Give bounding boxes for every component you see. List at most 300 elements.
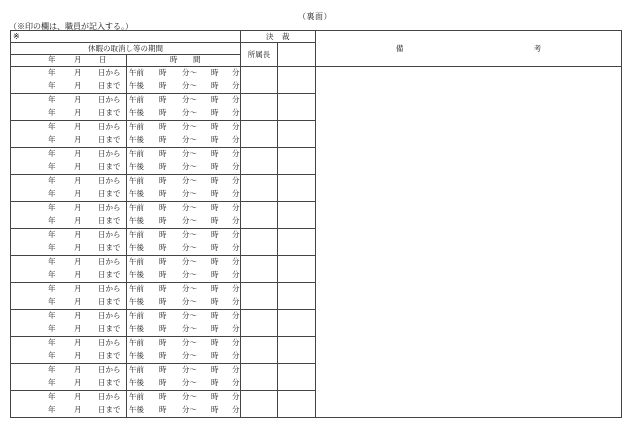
page-side-label: （裏面） bbox=[298, 12, 332, 21]
month-label: 月 bbox=[74, 324, 82, 333]
hour-label: 時 bbox=[159, 230, 167, 239]
hour-label: 時 bbox=[211, 189, 219, 198]
hour-label: 時 bbox=[159, 270, 167, 279]
time-pm-cell[interactable] bbox=[127, 134, 241, 148]
hour-label: 時 bbox=[211, 108, 219, 117]
hour-label: 時 bbox=[211, 149, 219, 158]
hour-label: 時 bbox=[211, 284, 219, 293]
am-label: 午前 bbox=[129, 203, 144, 212]
day-from-label: 日から bbox=[98, 68, 121, 77]
month-label: 月 bbox=[74, 176, 82, 185]
month-label: 月 bbox=[74, 122, 82, 131]
date-from-cell[interactable] bbox=[11, 337, 127, 351]
approval-cell[interactable] bbox=[278, 391, 316, 418]
day-to-label: 日まで bbox=[98, 162, 121, 171]
minute-label: 分 bbox=[232, 122, 240, 131]
minute-label: 分 bbox=[232, 230, 240, 239]
year-label: 年 bbox=[48, 297, 56, 306]
hour-label: 時 bbox=[159, 284, 167, 293]
time-am-cell[interactable] bbox=[127, 67, 241, 81]
approval-header: 決 裁 bbox=[241, 31, 316, 43]
hour-label: 時 bbox=[159, 162, 167, 171]
year-label: 年 bbox=[48, 122, 56, 131]
time-pm-cell[interactable] bbox=[127, 107, 241, 121]
month-label: 月 bbox=[74, 311, 82, 320]
date-from-cell[interactable] bbox=[11, 94, 127, 108]
hour-label: 時 bbox=[159, 203, 167, 212]
remarks-header bbox=[316, 31, 622, 67]
month-label: 月 bbox=[74, 68, 82, 77]
minute-label: 分 bbox=[232, 162, 240, 171]
pm-label: 午後 bbox=[129, 324, 144, 333]
minute-label: 分 bbox=[232, 68, 240, 77]
hour-label: 時 bbox=[211, 243, 219, 252]
hour-label: 時 bbox=[211, 378, 219, 387]
day-from-label: 日から bbox=[98, 95, 121, 104]
minute-label: 分 bbox=[232, 270, 240, 279]
chief-approval-cell[interactable] bbox=[241, 148, 278, 175]
table-row bbox=[11, 67, 622, 81]
hour-label: 時 bbox=[211, 203, 219, 212]
time-am-cell[interactable] bbox=[127, 229, 241, 243]
day-to-label: 日まで bbox=[98, 108, 121, 117]
date-from-cell[interactable] bbox=[11, 283, 127, 297]
time-am-cell[interactable] bbox=[127, 94, 241, 108]
year-label: 年 bbox=[48, 405, 56, 414]
hour-label: 時 bbox=[211, 176, 219, 185]
hour-label: 時 bbox=[159, 378, 167, 387]
period-title: 休暇の取消し等の期間 bbox=[11, 43, 241, 55]
month-label: 月 bbox=[74, 338, 82, 347]
approval-blank-header bbox=[278, 43, 316, 67]
hour-label: 時 bbox=[159, 122, 167, 131]
day-to-label: 日まで bbox=[98, 135, 121, 144]
time-pm-cell[interactable] bbox=[127, 323, 241, 337]
hour-label: 時 bbox=[211, 338, 219, 347]
hour-label: 時 bbox=[159, 392, 167, 401]
day-from-label: 日から bbox=[98, 365, 121, 374]
month-label: 月 bbox=[74, 405, 82, 414]
approval-cell[interactable] bbox=[278, 94, 316, 121]
approval-cell[interactable] bbox=[278, 229, 316, 256]
month-label: 月 bbox=[74, 270, 82, 279]
day-to-label: 日まで bbox=[98, 189, 121, 198]
year-label: 年 bbox=[48, 365, 56, 374]
chief-approval-cell[interactable] bbox=[241, 94, 278, 121]
pm-label: 午後 bbox=[129, 270, 144, 279]
month-label: 月 bbox=[74, 108, 82, 117]
year-label: 年 bbox=[48, 162, 56, 171]
time-pm-cell[interactable] bbox=[127, 350, 241, 364]
time-pm-cell[interactable] bbox=[127, 80, 241, 94]
time-am-cell[interactable] bbox=[127, 202, 241, 216]
am-label: 午前 bbox=[129, 230, 144, 239]
hour-label: 時 bbox=[211, 351, 219, 360]
approval-cell[interactable] bbox=[278, 148, 316, 175]
time-am-cell[interactable] bbox=[127, 310, 241, 324]
year-label: 年 bbox=[48, 135, 56, 144]
pm-label: 午後 bbox=[129, 81, 144, 90]
am-label: 午前 bbox=[129, 95, 144, 104]
time-am-cell[interactable] bbox=[127, 256, 241, 270]
chief-approval-cell[interactable] bbox=[241, 175, 278, 202]
month-label: 月 bbox=[74, 95, 82, 104]
approval-cell[interactable] bbox=[278, 256, 316, 283]
am-label: 午前 bbox=[129, 257, 144, 266]
date-to-cell[interactable] bbox=[11, 404, 127, 418]
chief-approval-cell[interactable] bbox=[241, 229, 278, 256]
time-pm-cell[interactable] bbox=[127, 404, 241, 418]
year-label: 年 bbox=[48, 68, 56, 77]
date-from-cell[interactable] bbox=[11, 310, 127, 324]
minute-tilde-label: 分～ bbox=[182, 338, 197, 347]
am-label: 午前 bbox=[129, 176, 144, 185]
hour-label: 時 bbox=[159, 365, 167, 374]
date-from-cell[interactable] bbox=[11, 256, 127, 270]
time-am-cell[interactable] bbox=[127, 121, 241, 135]
day-from-label: 日から bbox=[98, 338, 121, 347]
hour-label: 時 bbox=[159, 257, 167, 266]
date-header-month: 月 bbox=[74, 55, 82, 64]
day-to-label: 日まで bbox=[98, 297, 121, 306]
month-label: 月 bbox=[74, 189, 82, 198]
minute-tilde-label: 分～ bbox=[182, 243, 197, 252]
year-label: 年 bbox=[48, 216, 56, 225]
date-from-cell[interactable] bbox=[11, 202, 127, 216]
day-from-label: 日から bbox=[98, 230, 121, 239]
chief-approval-cell[interactable] bbox=[241, 310, 278, 337]
approval-cell[interactable] bbox=[278, 364, 316, 391]
month-label: 月 bbox=[74, 149, 82, 158]
hour-label: 時 bbox=[159, 311, 167, 320]
month-label: 月 bbox=[74, 284, 82, 293]
date-from-cell[interactable] bbox=[11, 148, 127, 162]
hour-label: 時 bbox=[211, 324, 219, 333]
minute-tilde-label: 分～ bbox=[182, 149, 197, 158]
date-to-cell[interactable] bbox=[11, 323, 127, 337]
time-pm-cell[interactable] bbox=[127, 215, 241, 229]
chief-approval-cell[interactable] bbox=[241, 256, 278, 283]
time-pm-cell[interactable] bbox=[127, 296, 241, 310]
minute-tilde-label: 分～ bbox=[182, 297, 197, 306]
year-label: 年 bbox=[48, 257, 56, 266]
minute-tilde-label: 分～ bbox=[182, 162, 197, 171]
month-label: 月 bbox=[74, 365, 82, 374]
year-label: 年 bbox=[48, 324, 56, 333]
date-from-cell[interactable] bbox=[11, 121, 127, 135]
hour-label: 時 bbox=[211, 95, 219, 104]
date-to-cell[interactable] bbox=[11, 80, 127, 94]
date-to-cell[interactable] bbox=[11, 188, 127, 202]
day-from-label: 日から bbox=[98, 176, 121, 185]
minute-label: 分 bbox=[232, 338, 240, 347]
day-to-label: 日まで bbox=[98, 378, 121, 387]
pm-label: 午後 bbox=[129, 135, 144, 144]
approval-cell[interactable] bbox=[278, 283, 316, 310]
pm-label: 午後 bbox=[129, 351, 144, 360]
approval-cell[interactable] bbox=[278, 310, 316, 337]
minute-tilde-label: 分～ bbox=[182, 365, 197, 374]
date-header-day: 日 bbox=[99, 55, 107, 64]
year-label: 年 bbox=[48, 149, 56, 158]
pm-label: 午後 bbox=[129, 162, 144, 171]
year-label: 年 bbox=[48, 243, 56, 252]
date-to-cell[interactable] bbox=[11, 296, 127, 310]
month-label: 月 bbox=[74, 135, 82, 144]
minute-label: 分 bbox=[232, 284, 240, 293]
minute-label: 分 bbox=[232, 392, 240, 401]
day-to-label: 日まで bbox=[98, 81, 121, 90]
minute-label: 分 bbox=[232, 257, 240, 266]
remarks-cell[interactable] bbox=[316, 67, 622, 418]
hour-label: 時 bbox=[211, 68, 219, 77]
month-label: 月 bbox=[74, 243, 82, 252]
month-label: 月 bbox=[74, 81, 82, 90]
minute-label: 分 bbox=[232, 108, 240, 117]
minute-tilde-label: 分～ bbox=[182, 378, 197, 387]
minute-tilde-label: 分～ bbox=[182, 108, 197, 117]
year-label: 年 bbox=[48, 311, 56, 320]
month-label: 月 bbox=[74, 297, 82, 306]
date-to-cell[interactable] bbox=[11, 215, 127, 229]
remarks-char-2: 考 bbox=[533, 43, 542, 53]
year-label: 年 bbox=[48, 108, 56, 117]
minute-tilde-label: 分～ bbox=[182, 216, 197, 225]
minute-label: 分 bbox=[232, 203, 240, 212]
hour-label: 時 bbox=[159, 81, 167, 90]
minute-label: 分 bbox=[232, 378, 240, 387]
year-label: 年 bbox=[48, 270, 56, 279]
month-label: 月 bbox=[74, 162, 82, 171]
hour-label: 時 bbox=[159, 176, 167, 185]
minute-label: 分 bbox=[232, 243, 240, 252]
year-label: 年 bbox=[48, 203, 56, 212]
time-pm-cell[interactable] bbox=[127, 377, 241, 391]
year-label: 年 bbox=[48, 351, 56, 360]
hour-label: 時 bbox=[211, 230, 219, 239]
am-label: 午前 bbox=[129, 365, 144, 374]
approval-cell[interactable] bbox=[278, 202, 316, 229]
hour-label: 時 bbox=[159, 135, 167, 144]
year-label: 年 bbox=[48, 95, 56, 104]
month-label: 月 bbox=[74, 257, 82, 266]
hour-label: 時 bbox=[159, 297, 167, 306]
minute-tilde-label: 分～ bbox=[182, 203, 197, 212]
minute-label: 分 bbox=[232, 216, 240, 225]
date-from-cell[interactable] bbox=[11, 391, 127, 405]
date-from-cell[interactable] bbox=[11, 67, 127, 81]
am-label: 午前 bbox=[129, 284, 144, 293]
pm-label: 午後 bbox=[129, 189, 144, 198]
minute-label: 分 bbox=[232, 351, 240, 360]
hour-label: 時 bbox=[211, 311, 219, 320]
minute-label: 分 bbox=[232, 365, 240, 374]
hour-label: 時 bbox=[211, 270, 219, 279]
year-label: 年 bbox=[48, 176, 56, 185]
pm-label: 午後 bbox=[129, 297, 144, 306]
year-label: 年 bbox=[48, 284, 56, 293]
day-from-label: 日から bbox=[98, 284, 121, 293]
time-pm-cell[interactable] bbox=[127, 242, 241, 256]
date-from-cell[interactable] bbox=[11, 364, 127, 378]
approval-cell[interactable] bbox=[278, 121, 316, 148]
am-label: 午前 bbox=[129, 338, 144, 347]
hour-label: 時 bbox=[159, 216, 167, 225]
minute-tilde-label: 分～ bbox=[182, 230, 197, 239]
hour-label: 時 bbox=[211, 162, 219, 171]
chief-header: 所属長 bbox=[241, 43, 278, 67]
minute-label: 分 bbox=[232, 297, 240, 306]
date-to-cell[interactable] bbox=[11, 134, 127, 148]
time-am-cell[interactable] bbox=[127, 337, 241, 351]
year-label: 年 bbox=[48, 81, 56, 90]
year-label: 年 bbox=[48, 392, 56, 401]
minute-tilde-label: 分～ bbox=[182, 257, 197, 266]
pm-label: 午後 bbox=[129, 216, 144, 225]
hour-label: 時 bbox=[159, 108, 167, 117]
hour-label: 時 bbox=[211, 365, 219, 374]
hour-label: 時 bbox=[211, 216, 219, 225]
approval-cell[interactable] bbox=[278, 175, 316, 202]
time-am-cell[interactable] bbox=[127, 148, 241, 162]
chief-approval-cell[interactable] bbox=[241, 391, 278, 418]
time-column-header bbox=[127, 55, 241, 67]
chief-approval-cell[interactable] bbox=[241, 67, 278, 94]
hour-label: 時 bbox=[159, 95, 167, 104]
time-pm-cell[interactable] bbox=[127, 269, 241, 283]
day-from-label: 日から bbox=[98, 311, 121, 320]
month-label: 月 bbox=[74, 351, 82, 360]
minute-tilde-label: 分～ bbox=[182, 351, 197, 360]
month-label: 月 bbox=[74, 230, 82, 239]
hour-label: 時 bbox=[211, 81, 219, 90]
minute-label: 分 bbox=[232, 149, 240, 158]
day-from-label: 日から bbox=[98, 203, 121, 212]
date-header-year: 年 bbox=[48, 55, 56, 64]
month-label: 月 bbox=[74, 203, 82, 212]
minute-label: 分 bbox=[232, 405, 240, 414]
month-label: 月 bbox=[74, 392, 82, 401]
am-label: 午前 bbox=[129, 311, 144, 320]
approval-cell[interactable] bbox=[278, 67, 316, 94]
chief-approval-cell[interactable] bbox=[241, 121, 278, 148]
hour-label: 時 bbox=[211, 405, 219, 414]
minute-tilde-label: 分～ bbox=[182, 68, 197, 77]
hour-label: 時 bbox=[159, 149, 167, 158]
minute-label: 分 bbox=[232, 135, 240, 144]
minute-label: 分 bbox=[232, 81, 240, 90]
year-label: 年 bbox=[48, 189, 56, 198]
month-label: 月 bbox=[74, 216, 82, 225]
chief-approval-cell[interactable] bbox=[241, 364, 278, 391]
day-from-label: 日から bbox=[98, 149, 121, 158]
am-label: 午前 bbox=[129, 68, 144, 77]
minute-label: 分 bbox=[232, 189, 240, 198]
minute-label: 分 bbox=[232, 311, 240, 320]
pm-label: 午後 bbox=[129, 243, 144, 252]
date-from-cell[interactable] bbox=[11, 229, 127, 243]
am-label: 午前 bbox=[129, 122, 144, 131]
date-to-cell[interactable] bbox=[11, 377, 127, 391]
date-to-cell[interactable] bbox=[11, 107, 127, 121]
am-label: 午前 bbox=[129, 149, 144, 158]
day-to-label: 日まで bbox=[98, 351, 121, 360]
time-pm-cell[interactable] bbox=[127, 188, 241, 202]
date-to-cell[interactable] bbox=[11, 350, 127, 364]
minute-label: 分 bbox=[232, 176, 240, 185]
chief-approval-cell[interactable] bbox=[241, 337, 278, 364]
minute-tilde-label: 分～ bbox=[182, 81, 197, 90]
minute-tilde-label: 分～ bbox=[182, 311, 197, 320]
day-to-label: 日まで bbox=[98, 324, 121, 333]
date-column-header bbox=[11, 55, 127, 67]
hour-label: 時 bbox=[211, 392, 219, 401]
minute-tilde-label: 分～ bbox=[182, 405, 197, 414]
day-from-label: 日から bbox=[98, 122, 121, 131]
chief-approval-cell[interactable] bbox=[241, 202, 278, 229]
hour-label: 時 bbox=[211, 297, 219, 306]
year-label: 年 bbox=[48, 378, 56, 387]
time-header-2: 間 bbox=[193, 55, 201, 64]
time-pm-cell[interactable] bbox=[127, 161, 241, 175]
hour-label: 時 bbox=[159, 405, 167, 414]
date-to-cell[interactable] bbox=[11, 242, 127, 256]
minute-tilde-label: 分～ bbox=[182, 176, 197, 185]
time-am-cell[interactable] bbox=[127, 391, 241, 405]
hour-label: 時 bbox=[211, 135, 219, 144]
date-to-cell[interactable] bbox=[11, 161, 127, 175]
day-from-label: 日から bbox=[98, 392, 121, 401]
minute-tilde-label: 分～ bbox=[182, 324, 197, 333]
time-am-cell[interactable] bbox=[127, 283, 241, 297]
pm-label: 午後 bbox=[129, 108, 144, 117]
time-header-1: 時 bbox=[170, 55, 178, 64]
remarks-char-1: 備 bbox=[395, 43, 404, 53]
date-to-cell[interactable] bbox=[11, 269, 127, 283]
time-am-cell[interactable] bbox=[127, 175, 241, 189]
hour-label: 時 bbox=[159, 351, 167, 360]
leave-cancellation-table bbox=[10, 30, 622, 418]
minute-tilde-label: 分～ bbox=[182, 95, 197, 104]
year-label: 年 bbox=[48, 230, 56, 239]
time-am-cell[interactable] bbox=[127, 364, 241, 378]
minute-label: 分 bbox=[232, 324, 240, 333]
hour-label: 時 bbox=[159, 324, 167, 333]
am-label: 午前 bbox=[129, 392, 144, 401]
minute-tilde-label: 分～ bbox=[182, 135, 197, 144]
chief-approval-cell[interactable] bbox=[241, 283, 278, 310]
hour-label: 時 bbox=[159, 338, 167, 347]
day-to-label: 日まで bbox=[98, 216, 121, 225]
month-label: 月 bbox=[74, 378, 82, 387]
minute-tilde-label: 分～ bbox=[182, 189, 197, 198]
year-label: 年 bbox=[48, 338, 56, 347]
pm-label: 午後 bbox=[129, 378, 144, 387]
minute-tilde-label: 分～ bbox=[182, 392, 197, 401]
day-to-label: 日まで bbox=[98, 243, 121, 252]
hour-label: 時 bbox=[211, 257, 219, 266]
approval-cell[interactable] bbox=[278, 337, 316, 364]
hour-label: 時 bbox=[211, 122, 219, 131]
minute-tilde-label: 分～ bbox=[182, 122, 197, 131]
hour-label: 時 bbox=[159, 189, 167, 198]
minute-tilde-label: 分～ bbox=[182, 270, 197, 279]
hour-label: 時 bbox=[159, 68, 167, 77]
day-from-label: 日から bbox=[98, 257, 121, 266]
pm-label: 午後 bbox=[129, 405, 144, 414]
hour-label: 時 bbox=[159, 243, 167, 252]
date-from-cell[interactable] bbox=[11, 175, 127, 189]
